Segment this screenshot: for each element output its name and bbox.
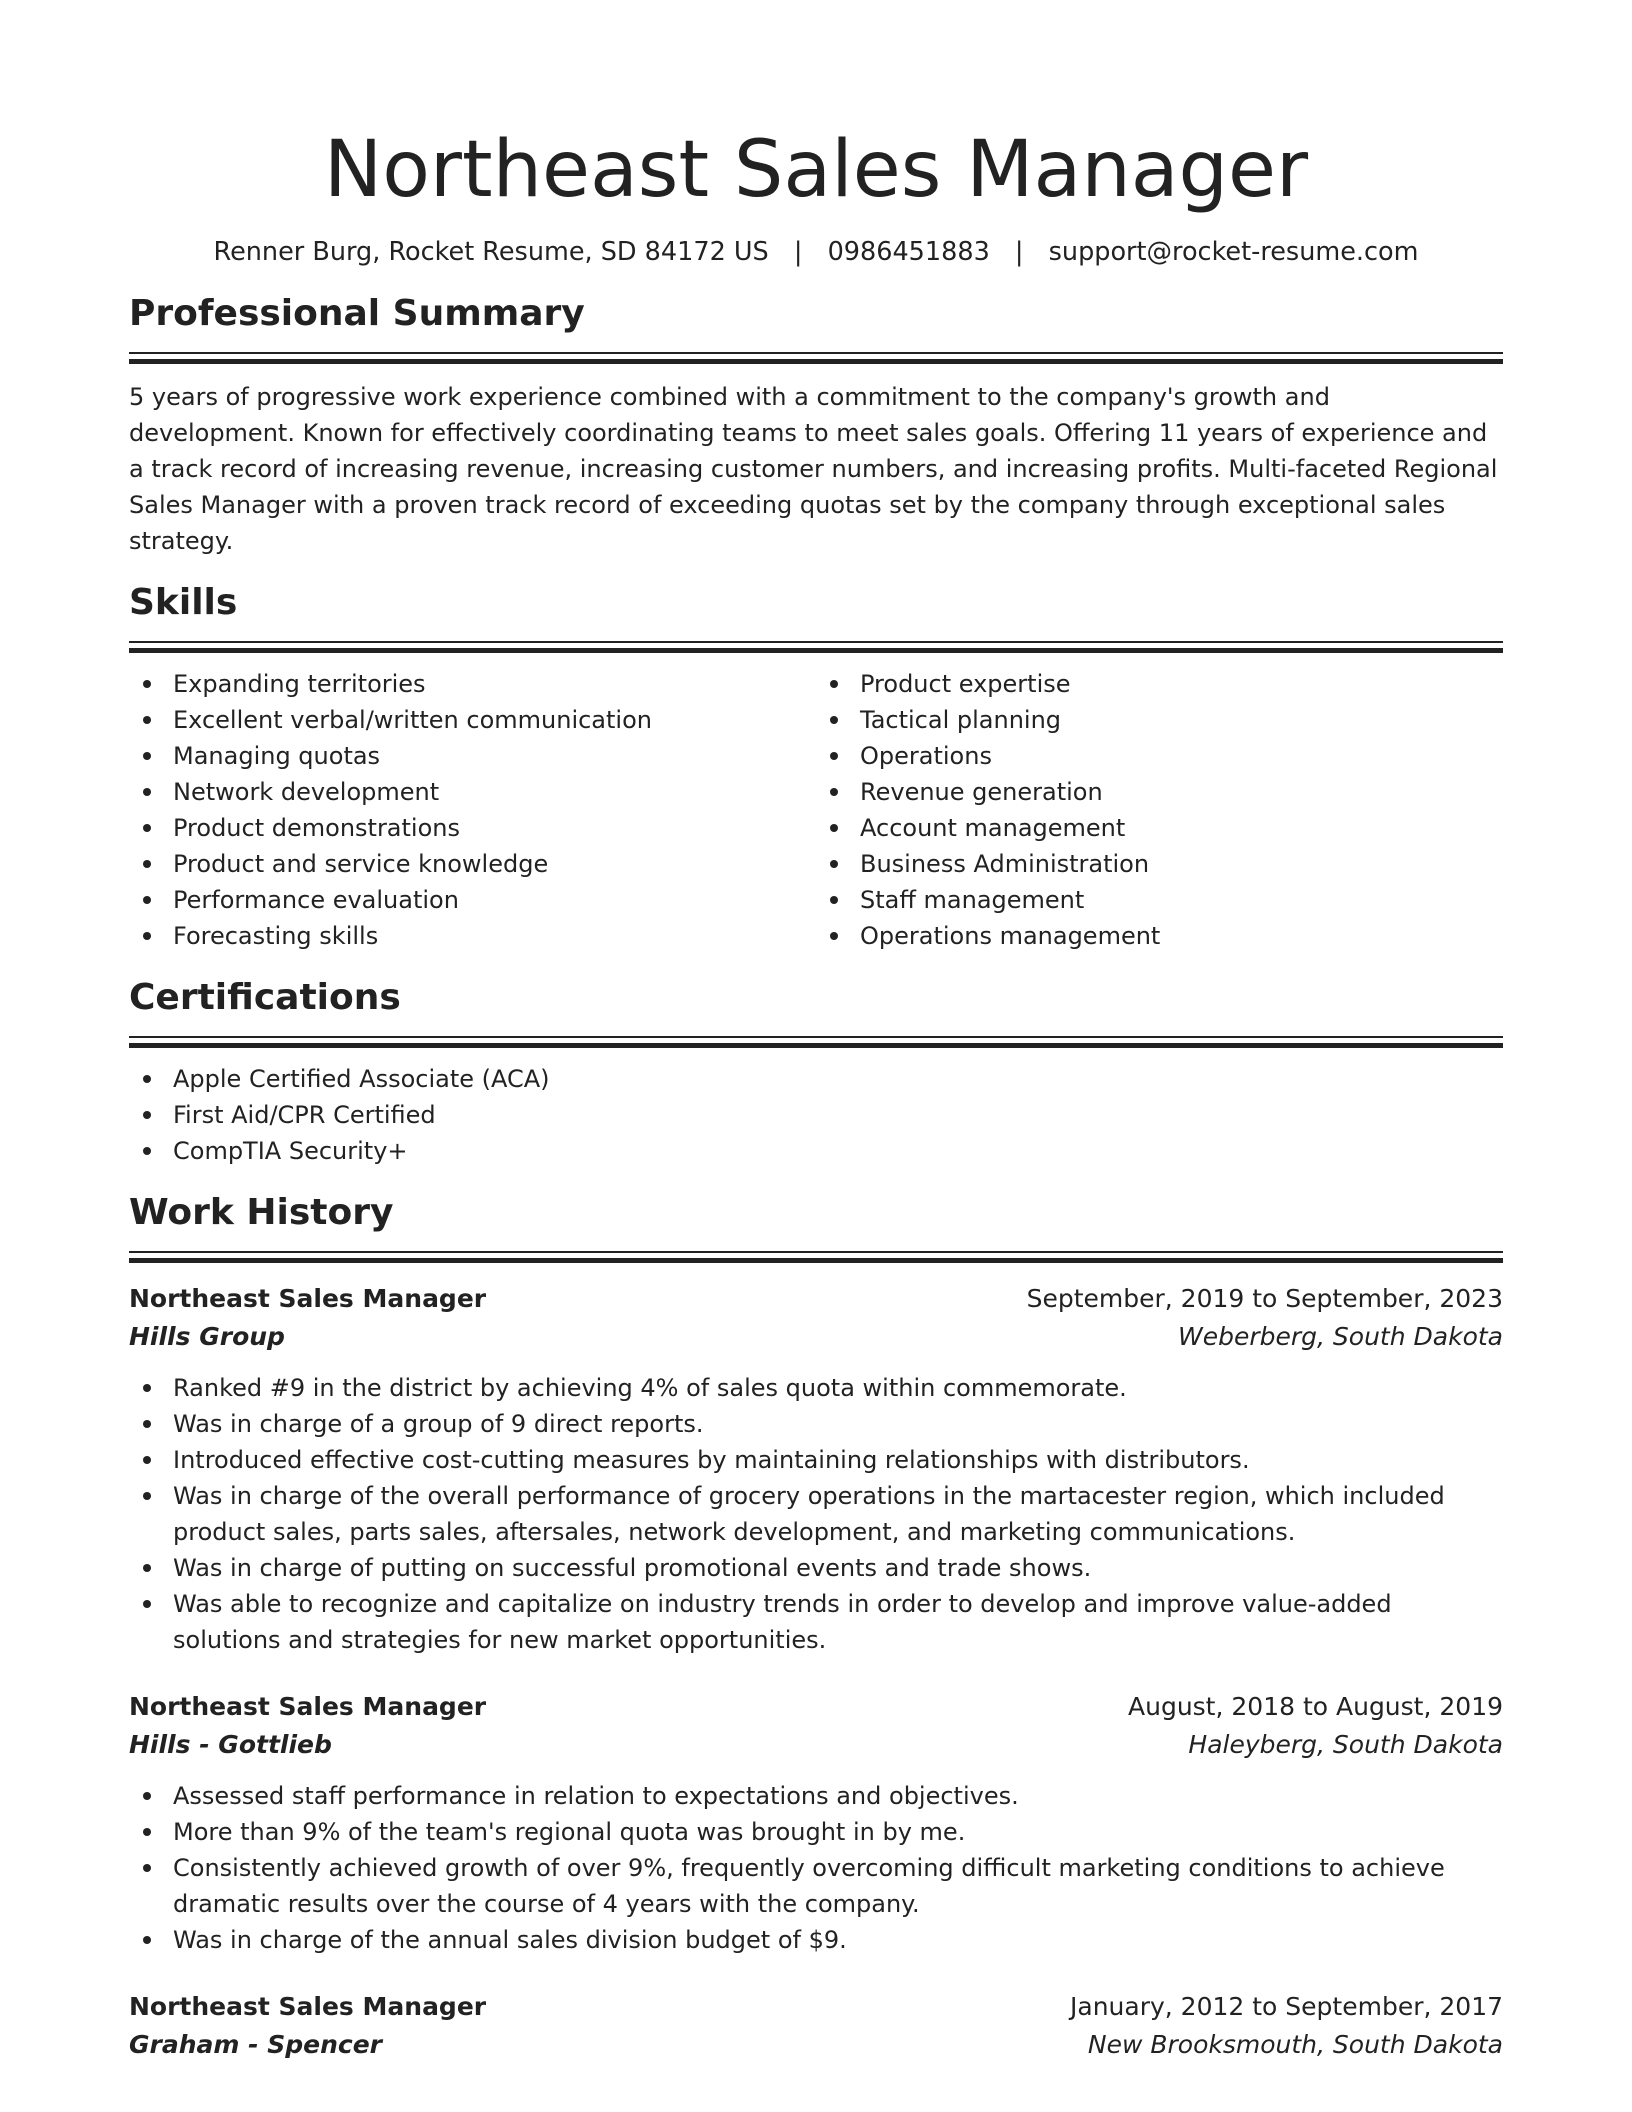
skill-item: Account management (816, 810, 1503, 846)
skill-item: Product expertise (816, 666, 1503, 702)
skills-section (129, 581, 1503, 954)
skill-item: Network development (129, 774, 816, 810)
skill-item: Operations (816, 738, 1503, 774)
section-divider (129, 1251, 1503, 1260)
job-title: Northeast Sales Manager (129, 1284, 487, 1313)
job-bullets (129, 1370, 1503, 1658)
job-title: Northeast Sales Manager (129, 1692, 487, 1721)
job-location: Weberberg, South Dakota (1178, 1322, 1503, 1351)
skills-list-left (129, 666, 816, 954)
skills-title: Skills (129, 582, 238, 623)
certifications-title: Certifications (129, 977, 401, 1018)
work-history-section (129, 1191, 1503, 2064)
job-dates: September, 2019 to September, 2023 (1026, 1284, 1503, 1313)
contact-separator: | (793, 237, 803, 267)
certification-item: Apple Certified Associate (ACA) (129, 1061, 1503, 1097)
contact-email: support@rocket-resume.com (1048, 237, 1419, 267)
job-bullet: Was able to recognize and capitalize on industry trends in order to develop and improve value-added solutions and strategies for new market opportunities. (129, 1586, 1503, 1658)
job-company: Hills Group (129, 1322, 285, 1351)
job-bullet: Was in charge of the overall performance of grocery operations in the martacester region, which included product sales, parts sales, aftersales, network development, and marketing communications. (129, 1478, 1503, 1550)
job-bullet: Assessed staff performance in relation to expectations and objectives. (129, 1778, 1503, 1814)
skill-item: Operations management (816, 918, 1503, 954)
skill-item: Expanding territories (129, 666, 816, 702)
resume-name: Northeast Sales Manager (323, 125, 1309, 215)
skill-item: Product and service knowledge (129, 846, 816, 882)
skill-item: Revenue generation (816, 774, 1503, 810)
section-divider (129, 641, 1503, 650)
work-history-title: Work History (129, 1192, 394, 1233)
job-bullet: Was in charge of a group of 9 direct reports. (129, 1406, 1503, 1442)
skill-item: Product demonstrations (129, 810, 816, 846)
skill-item: Business Administration (816, 846, 1503, 882)
skills-grid (129, 666, 1503, 954)
job-company: Hills - Gottlieb (129, 1730, 332, 1759)
summary-section (129, 292, 1503, 559)
job-bullet: Ranked #9 in the district by achieving 4% of sales quota within commemorate. (129, 1370, 1503, 1406)
contact-line (129, 234, 1503, 270)
skill-item: Forecasting skills (129, 918, 816, 954)
section-divider (129, 1036, 1503, 1045)
certifications-list (129, 1061, 1503, 1169)
contact-phone: 0986451883 (827, 237, 990, 267)
certifications-section (129, 976, 1503, 1169)
job-bullet: Was in charge of putting on successful promotional events and trade shows. (129, 1550, 1503, 1586)
job-entry (129, 1988, 1503, 2064)
skill-item: Performance evaluation (129, 882, 816, 918)
job-dates: January, 2012 to September, 2017 (1070, 1992, 1503, 2021)
section-divider (129, 352, 1503, 361)
job-bullet: Consistently achieved growth of over 9%, frequently overcoming difficult marketing conditions to achieve dramatic results over the course of 4 years with the company. (129, 1850, 1503, 1922)
job-location: New Brooksmouth, South Dakota (1087, 2030, 1503, 2059)
job-bullet: Introduced effective cost-cutting measures by maintaining relationships with distributors. (129, 1442, 1503, 1478)
skill-item: Staff management (816, 882, 1503, 918)
contact-separator: | (1014, 237, 1024, 267)
skill-item: Managing quotas (129, 738, 816, 774)
job-bullets (129, 1778, 1503, 1958)
job-dates: August, 2018 to August, 2019 (1128, 1692, 1503, 1721)
skill-item: Tactical planning (816, 702, 1503, 738)
skill-item: Excellent verbal/written communication (129, 702, 816, 738)
job-bullet: Was in charge of the annual sales division budget of $9. (129, 1922, 1503, 1958)
summary-title: Professional Summary (129, 293, 585, 334)
skills-list-right (816, 666, 1503, 954)
certification-item: CompTIA Security+ (129, 1133, 1503, 1169)
job-bullet: More than 9% of the team's regional quota was brought in by me. (129, 1814, 1503, 1850)
job-entry (129, 1688, 1503, 1958)
job-company: Graham - Spencer (129, 2030, 382, 2059)
job-title: Northeast Sales Manager (129, 1992, 487, 2021)
contact-address: Renner Burg, Rocket Resume, SD 84172 US (213, 237, 769, 267)
certification-item: First Aid/CPR Certified (129, 1097, 1503, 1133)
job-entry (129, 1280, 1503, 1658)
summary-text: 5 years of progressive work experience combined with a commitment to the company's growth and development. Known for effectively coordinating teams to meet sales goals. Offering 11 years of experience and a track record of increasing revenue, increasing customer numbers, and increasing profits. Multi-faceted Regional Sales Manager with a proven track record of exceeding quotas set by the company through exceptional sales strategy. (129, 383, 1498, 555)
job-location: Haleyberg, South Dakota (1188, 1730, 1503, 1759)
